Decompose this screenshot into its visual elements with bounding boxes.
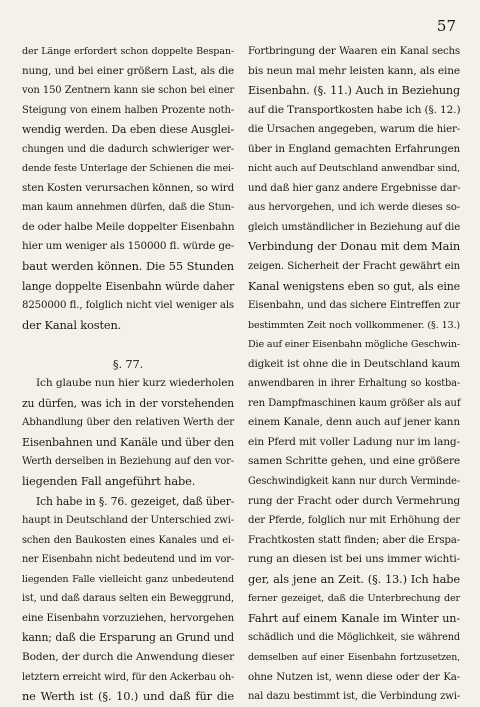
text-line: liegenden Fall angeführt habe. (22, 474, 196, 489)
text-line: digkeit ist ohne die in Deutschland kaum (248, 357, 460, 370)
text-line: ner Eisenbahn nicht bedeutend und im vor- (22, 554, 234, 566)
text-line: Fahrt auf einem Kanale im Winter un- (248, 611, 460, 625)
right-text-column (248, 42, 460, 707)
page-number: 57 (436, 17, 456, 35)
text-line: ferner gezeiget, daß die Unterbrechung der (248, 593, 460, 605)
text-line: samen Schritte gehen, und eine größere (248, 455, 460, 468)
text-line: lange doppelte Eisenbahn würde daher (22, 279, 234, 293)
text-line: Abhandlung über den relativen Werth der (22, 417, 234, 429)
text-line: man kaum annehmen dürfen, daß die Stun- (22, 202, 234, 214)
text-line: auf die Transportkosten habe ich (§. 12.) (248, 103, 461, 116)
left-text-column (22, 42, 234, 707)
text-line: einem Kanale, denn auch auf jener kann (248, 416, 460, 429)
text-line: Ich glaube nun hier kurz wiederholen (36, 377, 234, 390)
text-line: chungen und die dadurch schwieriger wer- (22, 143, 234, 155)
text-line: Eisenbahn, und das sichere Eintreffen zur (248, 300, 460, 312)
text-line: anwendbaren in ihrer Erhaltung so kostba- (248, 378, 460, 390)
text-line: de oder halbe Meile doppelter Eisenbahn (22, 220, 235, 233)
text-line: Boden, der durch die Anwendung dieser (22, 650, 234, 663)
text-line: Ich habe in §. 76. gezeiget, daß über- (36, 494, 235, 508)
text-line: aus hervorgehen, und ich werde dieses so- (248, 202, 460, 214)
text-line: der Pferde, folglich nur mit Erhöhung der (248, 515, 460, 527)
text-line: Eisenbahnen und Kanäle und über den (22, 435, 234, 449)
text-line: bestimmten Zeit noch vollkommener. (§. 13.) (248, 319, 460, 331)
text-line: der Kanal kosten. (22, 317, 122, 332)
text-line: ren Dampfmaschinen kaum größer als auf (248, 397, 461, 409)
text-line: Die auf einer Eisenbahn mögliche Geschwin- (248, 339, 460, 351)
text-line: zeigen. Sicherheit der Fracht gewährt ein (248, 261, 460, 273)
text-line: letztern erreicht wird, für den Ackerbau oh- (22, 671, 235, 683)
text-line: ein Pferd mit voller Ladung nur im lang- (248, 435, 460, 448)
text-line: dende feste Unterlage der Schienen die mei- (22, 163, 234, 175)
text-line: Geschwindigkeit kann nur durch Verminde- (248, 476, 460, 488)
text-line: baut werden können. Die 55 Stunden (22, 259, 234, 274)
text-line: Frachtkosten statt finden; aber die Erspa- (248, 534, 460, 546)
text-line: und daß hier ganz andere Ergebnisse dar- (248, 182, 461, 194)
text-line: der Länge erfordert schon doppelte Bespan- (22, 46, 234, 57)
text-line: über in England gemachten Erfahrungen (248, 142, 460, 155)
text-line: bis neun mal mehr leisten kann, als eine (248, 64, 460, 77)
text-line: Eisenbahn. (§. 11.) Auch in Beziehung (248, 84, 460, 98)
text-line: kann; daß die Ersparung an Grund und (22, 631, 234, 645)
text-line: 8250000 fl., folglich nicht viel weniger als (22, 300, 234, 312)
text-line: nal dazu bestimmt ist, die Verbindung zwi- (248, 691, 460, 703)
text-line: Werth derselben in Beziehung auf den vor- (22, 456, 234, 468)
blank-line (22, 335, 234, 355)
text-line: schädlich und die Möglichkeit, sie während (248, 632, 460, 644)
section-heading: §. 77. (112, 356, 144, 371)
text-line: haupt in Deutschland der Unterschied zwi- (22, 515, 234, 527)
text-line: die Ursachen angegeben, warum die hier- (248, 124, 460, 136)
text-line: liegenden Falle vielleicht ganz unbedeutend (22, 573, 234, 585)
text-line: Steigung von einem halben Prozente noth- (22, 104, 234, 116)
text-line: gleich umständlicher in Beziehung auf die (248, 221, 461, 233)
text-line: schen den Baukosten eines Kanales und ei- (22, 534, 234, 546)
text-line: ohne Nutzen ist, wenn diese oder der Ka- (248, 671, 460, 683)
text-line: zu dürfen, was ich in der vorstehenden (22, 396, 234, 410)
text-line: rung der Fracht oder durch Vermehrung (248, 494, 460, 507)
text-line: hier um weniger als 150000 fl. würde ge- (22, 240, 235, 253)
text-line: demselben auf einer Eisenbahn fortzusetzen, (248, 651, 460, 663)
text-line: nung, und bei einer größern Last, als die (22, 64, 234, 77)
text-line: sten Kosten verursachen können, so wird (22, 181, 235, 194)
text-line: Fortbringung der Waaren ein Kanal sechs (248, 46, 460, 57)
text-line: Kanal wenigstens eben so gut, als eine (248, 279, 460, 293)
text-line: nicht auch auf Deutschland anwendbar sind, (248, 163, 460, 175)
text-line: ist, und daß daraus selten ein Beweggrund, (22, 593, 234, 605)
text-line: ne Werth ist (§. 10.) und daß für die (22, 689, 234, 704)
text-line: eine Eisenbahn vorzuziehen, hervorgehen (22, 612, 234, 624)
text-line: Verbindung der Donau mit dem Main (248, 239, 460, 254)
text-line: von 150 Zentnern kann sie schon bei einer (22, 85, 234, 97)
text-line: wendig werden. Da eben diese Ausglei- (22, 123, 234, 137)
text-line: ger, als jene an Zeit. (§. 13.) Ich habe (248, 571, 460, 586)
text-line: rung an diesen ist bei uns immer wichti- (248, 553, 460, 566)
